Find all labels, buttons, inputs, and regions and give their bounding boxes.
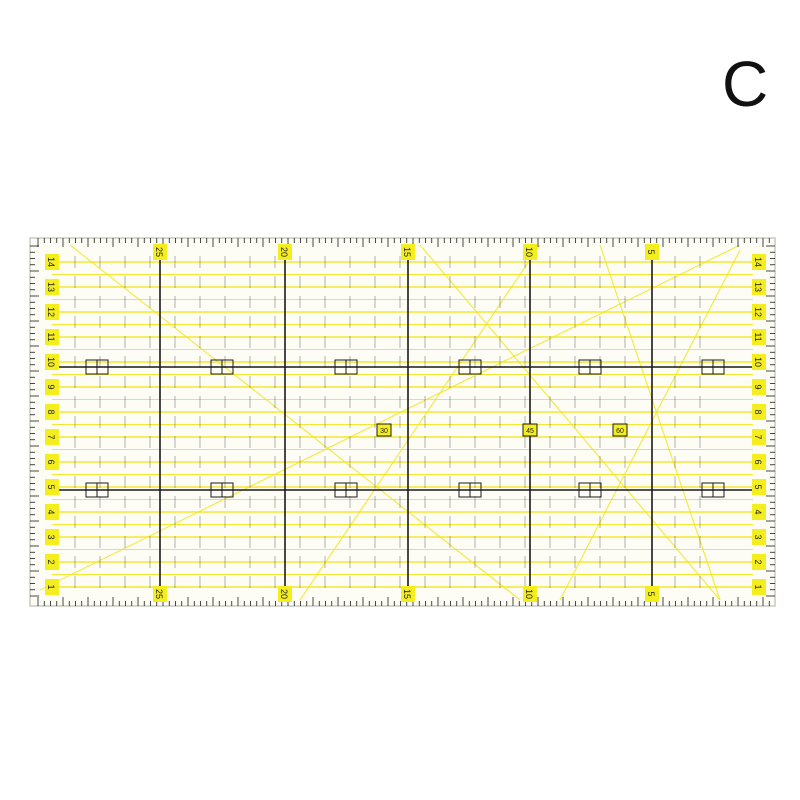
- left-number-text: 11: [46, 332, 56, 342]
- bottom-number: [523, 586, 537, 602]
- top-number-text: 25: [154, 246, 164, 258]
- right-number: [752, 404, 766, 420]
- left-number-text: 9: [46, 384, 56, 390]
- right-number: [752, 454, 766, 470]
- right-number: [752, 579, 766, 595]
- variant-label: C: [722, 48, 769, 120]
- left-number-text: 13: [46, 281, 56, 293]
- right-number-text: 12: [753, 306, 763, 318]
- angle-label: 30: [380, 428, 388, 435]
- bottom-number-text: 5: [646, 591, 656, 597]
- left-number: [45, 504, 59, 520]
- left-number-text: 1: [46, 584, 56, 590]
- left-number-text: 7: [46, 434, 56, 440]
- right-number-text: 9: [753, 384, 763, 390]
- bottom-number: [153, 586, 167, 602]
- left-number: [45, 529, 59, 545]
- right-number: [752, 479, 766, 495]
- right-number-text: 13: [753, 281, 763, 293]
- left-number-text: 3: [46, 534, 56, 540]
- right-number: [752, 554, 766, 570]
- top-number-text: 20: [279, 246, 289, 258]
- right-number-text: 10: [753, 356, 763, 368]
- angle-marker-30: [377, 424, 391, 436]
- left-number-text: 12: [46, 306, 56, 318]
- bottom-number-text: 20: [279, 588, 289, 600]
- left-number-text: 6: [46, 459, 56, 465]
- right-number-text: 7: [753, 434, 763, 440]
- right-number: [752, 504, 766, 520]
- left-number: [45, 329, 59, 345]
- bottom-number-text: 15: [402, 588, 412, 600]
- left-number: [45, 304, 59, 320]
- right-number: [752, 379, 766, 395]
- bottom-number: [278, 586, 292, 602]
- bottom-number-text: 10: [524, 588, 534, 600]
- top-number: [153, 244, 167, 260]
- right-number: [752, 304, 766, 320]
- right-number-text: 3: [753, 534, 763, 540]
- right-number-text: 4: [753, 509, 763, 515]
- bottom-number: [401, 586, 415, 602]
- right-number-text: 2: [753, 559, 763, 565]
- right-number-text: 1: [753, 584, 763, 590]
- top-number: [645, 244, 659, 260]
- left-number: [45, 254, 59, 270]
- right-number-text: 6: [753, 459, 763, 465]
- angle-label: 45: [526, 428, 534, 435]
- top-number: [278, 244, 292, 260]
- left-number: [45, 354, 59, 370]
- right-number: [752, 329, 766, 345]
- right-number: [752, 279, 766, 295]
- right-number-text: 14: [753, 256, 763, 268]
- angle-label: 60: [616, 428, 624, 435]
- top-number-text: 5: [646, 249, 656, 255]
- left-number-text: 14: [46, 256, 56, 268]
- right-number-text: 8: [753, 409, 763, 415]
- left-number: [45, 404, 59, 420]
- left-number-text: 8: [46, 409, 56, 415]
- left-number-text: 10: [46, 356, 56, 368]
- left-number: [45, 454, 59, 470]
- right-number: [752, 254, 766, 270]
- left-number-text: 4: [46, 509, 56, 515]
- left-number: [45, 554, 59, 570]
- top-number: [401, 244, 415, 260]
- top-number-text: 10: [524, 246, 534, 258]
- left-number: [45, 429, 59, 445]
- angle-marker-45: [523, 424, 537, 436]
- right-number: [752, 354, 766, 370]
- top-number: [523, 244, 537, 260]
- right-number-text: 5: [753, 484, 763, 490]
- left-number-text: 2: [46, 559, 56, 565]
- right-number-text: 11: [753, 332, 763, 342]
- top-number-text: 15: [402, 246, 412, 258]
- left-number-text: 5: [46, 484, 56, 490]
- ruler-body: [30, 238, 775, 606]
- bottom-number: [645, 586, 659, 602]
- left-number: [45, 479, 59, 495]
- angle-marker-60: [613, 424, 627, 436]
- right-number: [752, 429, 766, 445]
- left-number: [45, 579, 59, 595]
- left-number: [45, 379, 59, 395]
- bottom-number-text: 25: [154, 588, 164, 600]
- right-number: [752, 529, 766, 545]
- left-number: [45, 279, 59, 295]
